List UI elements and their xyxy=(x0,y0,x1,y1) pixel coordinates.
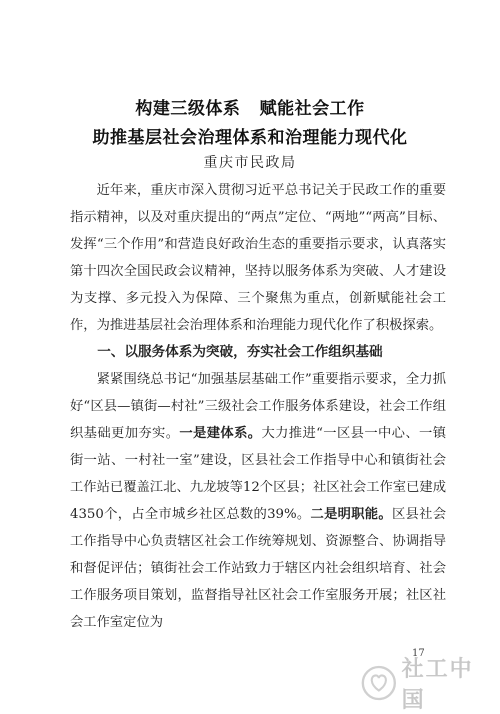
intro-paragraph: 近年来，重庆市深入贯彻习近平总书记关于民政工作的重要指示精神，以及对重庆提出的“两点”定位、“两地”“两高”目标、发挥“三个作用”和营造良好政治生态的重要指示要求，认真落实第十四次全国民政会议精神，坚持以服务体系为突破、人才建设为支撑、多元投入为保障、三个聚焦为重点，创新赋能社会工作，为推进基层社会治理体系和治理能力现代化作了积极探索。 xyxy=(70,183,446,333)
section-heading-1: 一、以服务体系为突破，夯实社会工作组织基础 xyxy=(97,344,383,360)
page-number: 17 xyxy=(412,648,425,659)
title-line-1: 构建三级体系 赋能社会工作 xyxy=(135,99,365,119)
title-line-2: 助推基层社会治理体系和治理能力现代化 xyxy=(92,128,408,148)
section-1-label-1: 一是建体系。 xyxy=(179,426,262,441)
watermark xyxy=(360,657,492,713)
section-1-label-2: 二是明职能。 xyxy=(310,507,392,522)
section-1-text-a: 紧紧围绕总书记“加强基层基础工作”重要指示要求，全力抓好“区县—镇街—村社”三级社会工作服务体系建设，社会工作组织基础更加夯实。 xyxy=(70,372,446,441)
logo-icon xyxy=(360,663,398,703)
watermark-text: 社工中国 xyxy=(401,657,474,713)
section-1-text-b: 大力推进“一区县一中心、一镇街一站、一村社一室”建设，区县社会工作指导中心和镇街社会工作站已覆盖江北、九龙坡等12个区县；社区社会工作室已建成4350个，占全市城乡社区总数的39%。 xyxy=(70,426,446,522)
section-1-text-c: 区县社会工作指导中心负责辖区社会工作统筹规划、资源整合、协调指导和督促评估；镇街社会工作站致力于辖区内社会组织培育、社会工作服务项目策划，监督指导社区社会工作室服务开展；社区社会工作室定位为 xyxy=(70,507,447,630)
article-body xyxy=(70,177,446,636)
section-1-paragraph xyxy=(70,366,446,636)
author: 重庆市民政局 xyxy=(203,155,297,171)
